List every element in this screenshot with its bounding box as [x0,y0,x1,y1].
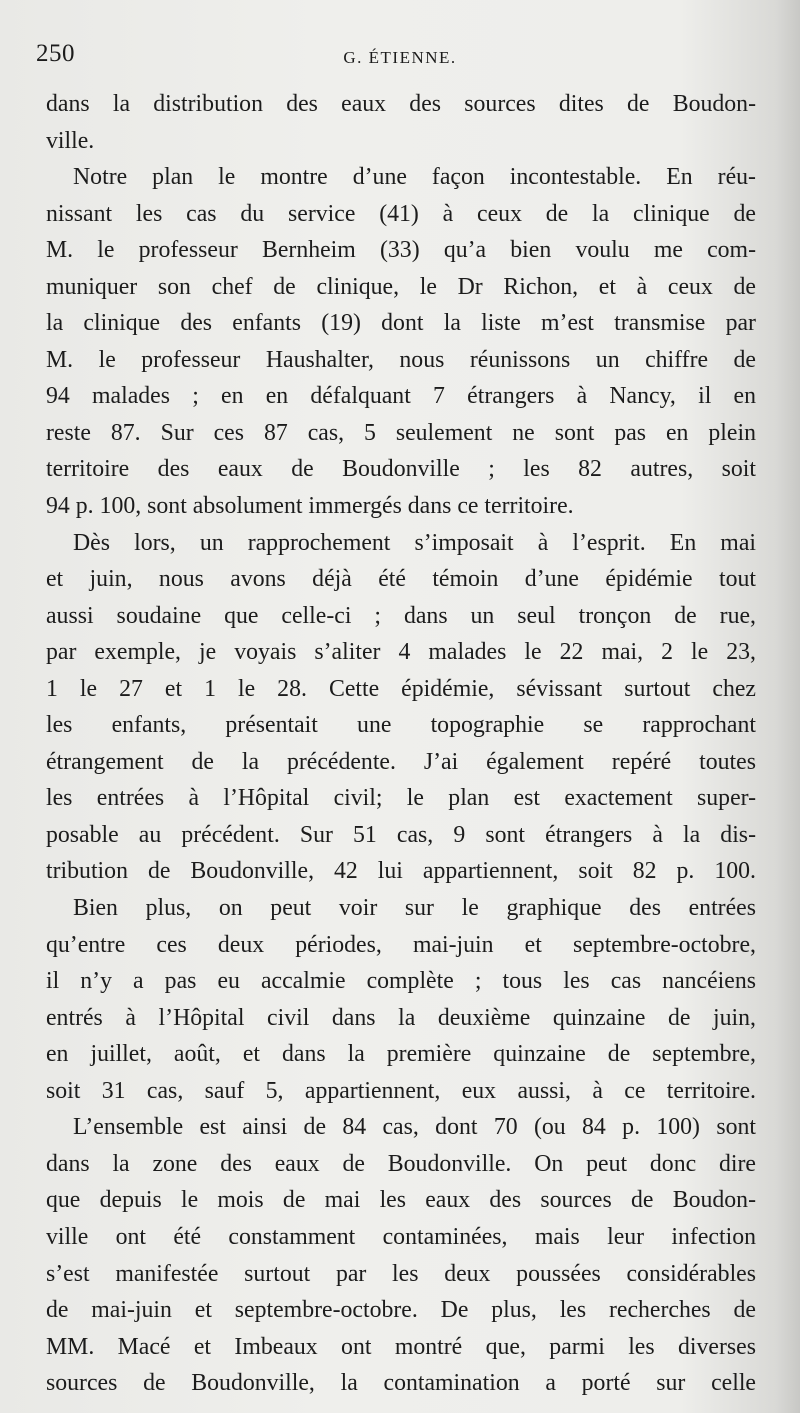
page-number: 250 [36,40,75,67]
text-line: en juillet, août, et dans la première quinzaine de septembre, [46,1041,756,1068]
text-line: muniquer son chef de clinique, le Dr Richon, et à ceux de [46,273,756,300]
text-line: tribution de Boudonville, 42 lui appartiennent, soit 82 p. 100. [46,858,756,885]
text-line: s’est manifestée surtout par les deux poussées considérables [46,1260,756,1287]
text-line: M. le professeur Bernheim (33) qu’a bien voulu me com- [46,237,756,264]
text-line: que depuis le mois de mai les eaux des sources de Boudon- [46,1187,756,1214]
text-line: Bien plus, on peut voir sur le graphique des entrées [73,895,756,922]
text-line: sources de Boudonville, la contamination a porté sur celle [46,1370,756,1397]
text-line: 1 le 27 et 1 le 28. Cette épidémie, sévissant surtout chez [46,675,756,702]
text-line: dans la distribution des eaux des sources dites de Boudon- [46,91,756,117]
text-line: MM. Macé et Imbeaux ont montré que, parmi les diverses [46,1333,756,1360]
text-line: et juin, nous avons déjà été témoin d’une épidémie tout [46,566,756,593]
text-line: étrangement de la précédente. J’ai également repéré toutes [46,748,756,775]
text-line: dans la zone des eaux de Boudonville. On peut donc dire [46,1150,756,1177]
text-line: 94 malades ; en en défalquant 7 étrangers à Nancy, il en [46,383,756,410]
text-line: Dès lors, un rapprochement s’imposait à l’esprit. En mai [73,529,756,556]
text-line: 94 p. 100, sont absolument immergés dans ce territoire. [46,493,574,520]
text-line: Notre plan le montre d’une façon incontestable. En réu- [73,164,756,191]
text-line: L’ensemble est ainsi de 84 cas, dont 70 (ou 84 p. 100) sont [73,1114,756,1141]
body-text [46,86,756,1402]
text-line: M. le professeur Haushalter, nous réunissons un chiffre de [46,346,756,373]
text-line: soit 31 cas, sauf 5, appartiennent, eux aussi, à ce territoire. [46,1077,756,1104]
text-line: reste 87. Sur ces 87 cas, 5 seulement ne sont pas en plein [46,419,756,446]
text-line: la clinique des enfants (19) dont la liste m’est transmise par [46,310,756,337]
text-line: qu’entre ces deux périodes, mai-juin et septembre-octobre, [46,931,756,958]
running-head: G. ÉTIENNE. [343,48,457,67]
text-line: ville ont été constamment contaminées, mais leur infection [46,1223,756,1250]
text-line: ville. [46,127,95,154]
text-line: posable au précédent. Sur 51 cas, 9 sont étrangers à la dis- [46,821,756,848]
text-line: par exemple, je voyais s’aliter 4 malades le 22 mai, 2 le 23, [46,639,756,666]
text-line: il n’y a pas eu accalmie complète ; tous les cas nancéiens [46,968,756,995]
text-line: aussi soudaine que celle-ci ; dans un seul tronçon de rue, [46,602,756,629]
text-line: entrés à l’Hôpital civil dans la deuxième quinzaine de juin, [46,1004,756,1031]
text-line: nissant les cas du service (41) à ceux de la clinique de [46,200,756,227]
text-line: de mai-juin et septembre-octobre. De plus, les recherches de [46,1297,756,1324]
text-line: les enfants, présentait une topographie se rapprochant [46,712,756,739]
text-line: territoire des eaux de Boudonville ; les 82 autres, soit [46,456,756,483]
text-line: les entrées à l’Hôpital civil; le plan est exactement super- [46,785,756,812]
